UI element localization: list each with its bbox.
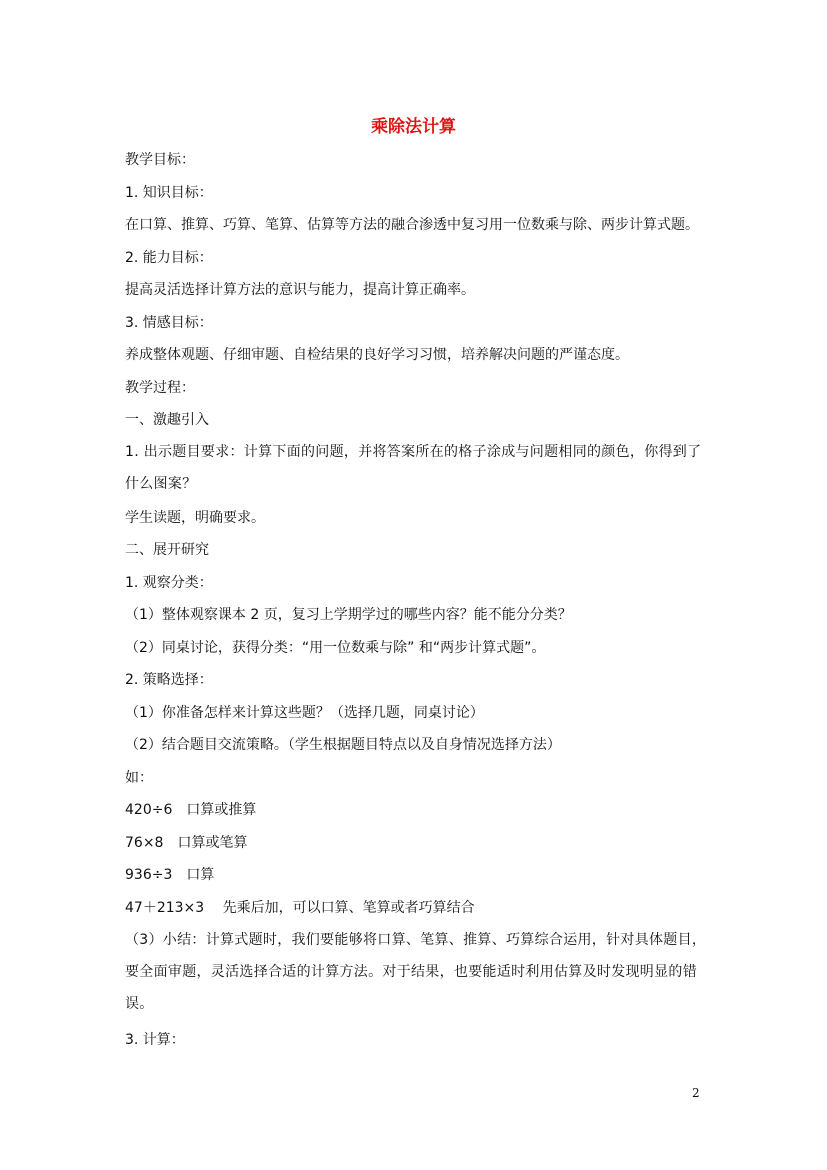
text-line: 二、展开研究 bbox=[125, 542, 209, 558]
text-line: 1. 观察分类： bbox=[125, 575, 213, 591]
text-line: 如： bbox=[125, 770, 153, 786]
text-line: 1. 出示题目要求：计算下面的问题，并将答案所在的格子涂成与问题相同的颜色，你得到了什么图案？ bbox=[125, 444, 702, 492]
text-line: 2. 策略选择： bbox=[125, 672, 213, 688]
text-line: 76×8 口算或笔算 bbox=[125, 835, 248, 851]
text-line: 3. 计算： bbox=[125, 1032, 185, 1048]
text-line: 教学过程： bbox=[125, 380, 195, 396]
text-line: 47＋213×3 先乘后加，可以口算、笔算或者巧算结合 bbox=[125, 900, 475, 916]
text-line: （3）小结：计算式题时，我们要能够将口算、笔算、推算、巧算综合运用，针对具体题目，要全面审题，灵活选择合适的计算方法。对于结果，也要能适时利用估算及时发现明显的错误。 bbox=[125, 932, 707, 1012]
text-line: 学生读题，明确要求。 bbox=[125, 510, 265, 526]
text-line: （2）同桌讨论，获得分类：“用一位数乘与除” 和“两步计算式题”。 bbox=[125, 640, 546, 656]
text-line: （1）你准备怎样来计算这些题？（选择几题，同桌讨论） bbox=[125, 705, 484, 721]
text-line: 1. 知识目标： bbox=[125, 185, 213, 201]
document-title: 乘除法计算 bbox=[371, 117, 456, 137]
text-line: （1）整体观察课本 2 页，复习上学期学过的哪些内容？能不能分分类？ bbox=[125, 607, 572, 623]
page-number: 2 bbox=[692, 1086, 700, 1100]
text-line: 在口算、推算、巧算、笔算、估算等方法的融合渗透中复习用一位数乘与除、两步计算式题。 bbox=[125, 217, 699, 233]
text-line: 936÷3 口算 bbox=[125, 867, 215, 883]
text-line: 提高灵活选择计算方法的意识与能力，提高计算正确率。 bbox=[125, 282, 475, 298]
text-line: 教学目标： bbox=[125, 152, 195, 168]
text-line: 一、激趣引入 bbox=[125, 412, 209, 428]
text-line: 2. 能力目标： bbox=[125, 250, 213, 266]
text-line: 420÷6 口算或推算 bbox=[125, 802, 257, 818]
text-line: 养成整体观题、仔细审题、自检结果的良好学习习惯，培养解决问题的严谨态度。 bbox=[125, 347, 629, 363]
text-line: （2）结合题目交流策略。（学生根据题目特点以及自身情况选择方法） bbox=[125, 737, 561, 753]
text-line: 3. 情感目标： bbox=[125, 315, 213, 331]
